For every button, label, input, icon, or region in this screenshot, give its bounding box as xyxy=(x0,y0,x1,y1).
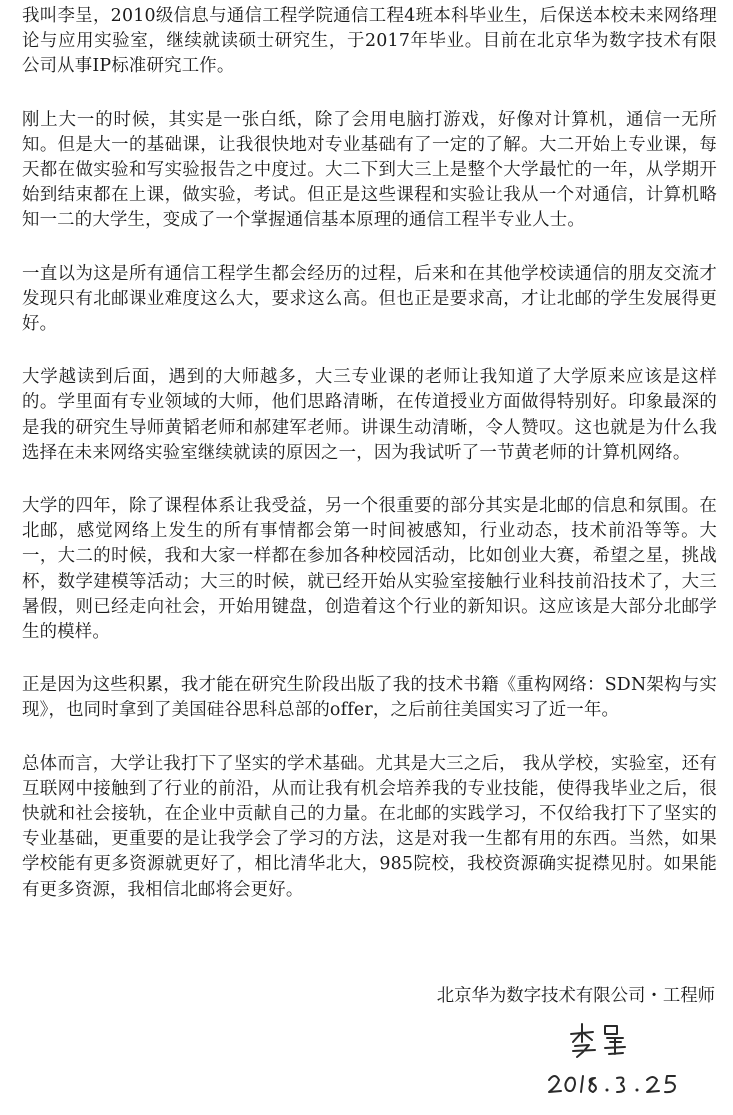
handwritten-signature xyxy=(565,1020,645,1060)
paragraph-intro: 我叫李呈，2010级信息与通信工程学院通信工程4班本科毕业生，后保送本校未来网络理论与应用实验室，继续就读硕士研究生，于2017年毕业。目前在北京华为数字技术有限公司从事IP标准研究工作。 xyxy=(22,6,717,77)
signature-block xyxy=(355,980,715,1110)
organization-line: 北京华为数字技术有限公司・工程师 xyxy=(436,986,715,1006)
paragraph-mentors: 大学越读到后面，遇到的大师越多，大三专业课的老师让我知道了大学原来应该是这样的。学里面有专业领域的大师，他们思路清晰，在传道授业方面做得特别好。印象最深的是我的研究生导师黄韬老师和郝建军老师。讲课生动清晰，令人赞叹。这也就是为什么我选择在未来网络实验室继续就读的原因之一，因为我试听了一节黄老师的计算机网络。 xyxy=(22,367,717,463)
paragraph-difficulty: 一直以为这是所有通信工程学生都会经历的过程，后来和在其他学校读通信的朋友交流才发现只有北邮课业难度这么大，要求这么高。但也正是要求高，才让北邮的学生发展得更好。 xyxy=(22,263,717,335)
paragraph-freshman: 刚上大一的时候，其实是一张白纸，除了会用电脑打游戏，好像对计算机，通信一无所知。但是大一的基础课，让我很快地对专业基础有了一定的了解。大二开始上专业课，每天都在做实验和写实验报告之中度过。大二下到大三上是整个大学最忙的一年，从学期开始到结束都在上课，做实验，考试。但正是这些课程和实验让我从一个对通信，计算机略知一二的大学生，变成了一个掌握通信基本原理的通信工程半专业人士。 xyxy=(22,109,717,231)
paragraph-atmosphere: 大学的四年，除了课程体系让我受益，另一个很重要的部分其实是北邮的信息和氛围。在北邮，感觉网络上发生的所有事情都会第一时间被感知，行业动态，技术前沿等等。大一，大二的时候，我和大家一样都在参加各种校园活动，比如创业大赛，希望之星，挑战杯，数学建模等活动；大三的时候，就已经开始从实验室接触行业科技前沿技术了，大三暑假，则已经走向社会，开始用键盘，创造着这个行业的新知识。这应该是大部分北邮学生的模样。 xyxy=(22,496,717,643)
paragraph-summary: 总体而言，大学让我打下了坚实的学术基础。尤其是大三之后， 我从学校，实验室，还有互联网中接触到了行业的前沿，从而让我有机会培养我的专业技能，使得我毕业之后，很快就和社会接轨，在企业中贡献自己的力量。在北邮的实践学习，不仅给我打下了坚实的专业基础，更重要的是让我学会了学习的方法，这是对我一生都有用的东西。当然，如果学校能有更多资源就更好了，相比清华北大，985院校，我校资源确实捉襟见肘。如果能有更多资源，我相信北邮将会更好。 xyxy=(22,753,717,900)
paragraph-achievements: 正是因为这些积累，我才能在研究生阶段出版了我的技术书籍《重构网络：SDN架构与实现》，也同时拿到了美国硅谷思科总部的offer，之后前往美国实习了近一年。 xyxy=(22,675,717,721)
handwritten-date xyxy=(545,1068,685,1098)
